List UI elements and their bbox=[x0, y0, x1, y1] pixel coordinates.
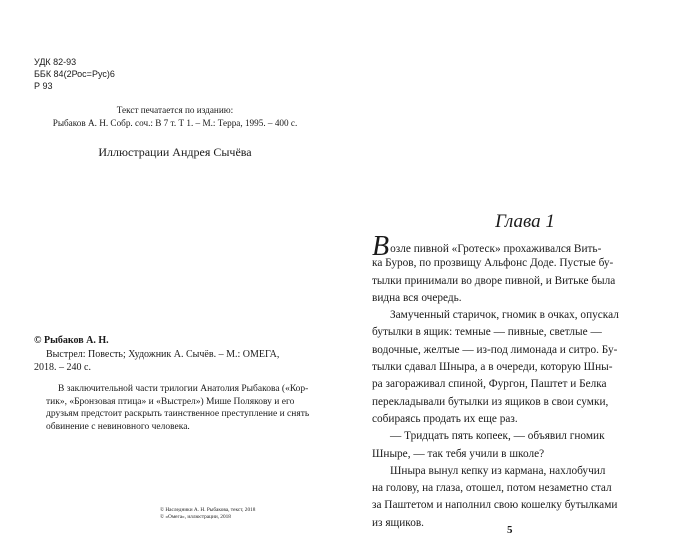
text-line: ра загораживал спиной, Фургон, Паштет и Белка bbox=[372, 378, 607, 391]
annotation-line: обвинение с невиновного человека. bbox=[46, 421, 190, 432]
copyright-author: © Рыбаков А. Н. bbox=[34, 335, 109, 346]
bbk-code: ББК 84(2Рос=Рус)6 bbox=[34, 69, 115, 79]
text-line: — Тридцать пять копеек, — объявил гномик bbox=[390, 430, 605, 443]
chapter-title: Глава 1 bbox=[495, 211, 555, 232]
text-line: собираясь продать их еще раз. bbox=[372, 412, 518, 425]
text-line: тылки принимали во дворе пивной, и Витьке была bbox=[372, 274, 616, 287]
text-line: ка Буров, по прозвищу Альфонс Доде. Пустые бу- bbox=[372, 257, 614, 270]
text-line: на голову, на глаза, отошел, потом незаметно стал bbox=[372, 482, 612, 495]
small-copyright-line: © «Омега», иллюстрации, 2018 bbox=[160, 514, 231, 520]
chapter-text bbox=[372, 231, 684, 532]
copyright-line-3: 2018. – 240 с. bbox=[34, 362, 91, 373]
catalog-codes bbox=[34, 56, 115, 92]
annotation-line: друзьям предстоит раскрыть таинственное преступление и снять bbox=[46, 409, 310, 420]
text-line: тылки сдавал Шныра, а в очереди, которую Шны- bbox=[372, 361, 613, 374]
small-copyright bbox=[160, 507, 255, 521]
text-line: перекладывали бутылки из ящиков в свои сумки, bbox=[372, 395, 609, 408]
annotation-line: тик», «Бронзовая птица» и «Выстрел») Мише Полякову и его bbox=[46, 396, 295, 407]
copyright-line-2: Выстрел: Повесть; Художник А. Сычёв. – М.: ОМЕГА, bbox=[46, 348, 280, 360]
text-line: бутылки в ящик: темные — пивные, светлые — bbox=[372, 326, 602, 339]
text-line: Замученный старичок, гномик в очках, опускал bbox=[390, 309, 619, 322]
text-line: водочные, желтые — из-под лимонада и ситро. Бу- bbox=[372, 343, 618, 356]
copyright-block bbox=[34, 334, 279, 375]
text-line: Шныра вынул кепку из кармана, нахлобучил bbox=[390, 464, 606, 477]
text-line: из ящиков. bbox=[372, 516, 424, 529]
source-edition-note bbox=[0, 104, 350, 130]
text-line: Шныре, — так тебя учили в школе? bbox=[372, 447, 545, 460]
page-number: 5 bbox=[507, 524, 513, 536]
drop-cap: В bbox=[372, 231, 390, 262]
right-page bbox=[350, 0, 700, 556]
text-line: видна вся очередь. bbox=[372, 291, 462, 304]
source-line-2: Рыбаков А. Н. Собр. соч.: В 7 т. Т 1. – М.: Терра, 1995. – 400 с. bbox=[52, 118, 298, 128]
annotation bbox=[46, 383, 309, 433]
text-line: Возле пивной «Гротеск» прохаживался Вить- bbox=[372, 231, 602, 262]
illustrator-credit: Иллюстрации Андрея Сычёва bbox=[98, 145, 252, 159]
small-copyright-line: © Наследники А. Н. Рыбакова, текст, 2018 bbox=[160, 507, 256, 513]
author-mark-code: Р 93 bbox=[34, 81, 53, 91]
udk-code: УДК 82-93 bbox=[34, 57, 77, 67]
text-line: за Паштетом и наполнил свою кошелку бутылками bbox=[372, 499, 618, 512]
source-line-1: Текст печатается по изданию: bbox=[116, 105, 234, 115]
annotation-line: В заключительной части трилогии Анатолия Рыбакова («Кор- bbox=[58, 384, 309, 394]
